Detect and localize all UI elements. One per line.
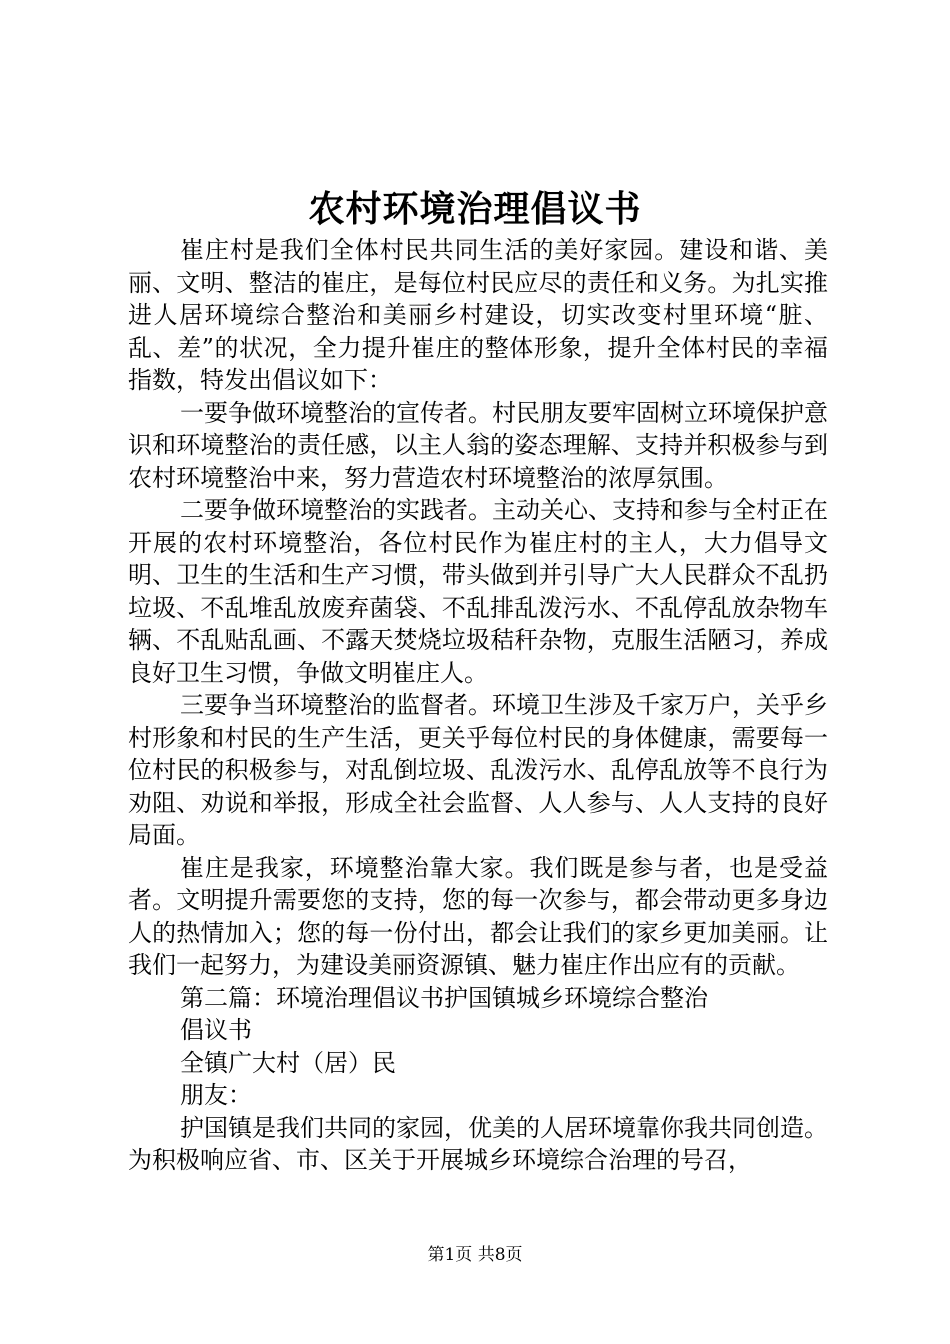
salutation-line-1: 全镇广大村（居）民 <box>180 1048 396 1077</box>
document-body <box>128 234 828 1177</box>
salutation-line-2: 朋友： <box>180 1081 252 1109</box>
paragraph-huguo-intro: 护国镇是我们共同的家园，优美的人居环境靠你我共同创造。为积极响应省、市、区关于开展城乡环境综合治理的号召， <box>128 1113 828 1174</box>
paragraph-intro: 崔庄村是我们全体村民共同生活的美好家园。建设和谐、美丽、文明、整洁的崔庄，是每位村民应尽的责任和义务。为扎实推进人居环境综合整治和美丽乡村建设，切实改变村里环境“脏、乱、差”的状况，全力提升崔庄的整体形象，提升全体村民的幸福指数，特发出倡议如下： <box>128 236 828 394</box>
paragraph-supervision: 三要争当环境整治的监督者。环境卫生涉及千家万户，关乎乡村形象和村民的生产生活，更关乎每位村民的身体健康，需要每一位村民的积极参与，对乱倒垃圾、乱泼污水、乱停乱放等不良行为劝阻、劝说和举报，形成全社会监督、人人参与、人人支持的良好局面。 <box>128 691 828 849</box>
paragraph-conclusion: 崔庄是我家，环境整治靠大家。我们既是参与者，也是受益者。文明提升需要您的支持，您的每一次参与，都会带动更多身边人的热情加入；您的每一份付出，都会让我们的家乡更加美丽。让我们一起努力，为建设美丽资源镇、魅力崔庄作出应有的贡献。 <box>128 853 828 979</box>
document-title: 农村环境治理倡议书 <box>308 188 642 230</box>
page-footer: 第1页 共8页 <box>427 1245 523 1265</box>
paragraph-practice: 二要争做环境整治的实践者。主动关心、支持和参与全村正在开展的农村环境整治，各位村民作为崔庄村的主人，大力倡导文明、卫生的生活和生产习惯，带头做到并引导广大人民群众不乱扔垃圾、不乱堆乱放废弃菌袋、不乱排乱泼污水、不乱停乱放杂物车辆、不乱贴乱画、不露天焚烧垃圾秸秆杂物，克服生活陋习，养成良好卫生习惯，争做文明崔庄人。 <box>128 496 828 687</box>
second-article-subtitle: 倡议书 <box>180 1016 252 1044</box>
second-article-heading: 第二篇：环境治理倡议书护国镇城乡环境综合整治 <box>180 983 708 1012</box>
paragraph-publicity: 一要争做环境整治的宣传者。村民朋友要牢固树立环境保护意识和环境整治的责任感，以主人翁的姿态理解、支持并积极参与到农村环境整治中来，努力营造农村环境整治的浓厚氛围。 <box>128 398 828 492</box>
